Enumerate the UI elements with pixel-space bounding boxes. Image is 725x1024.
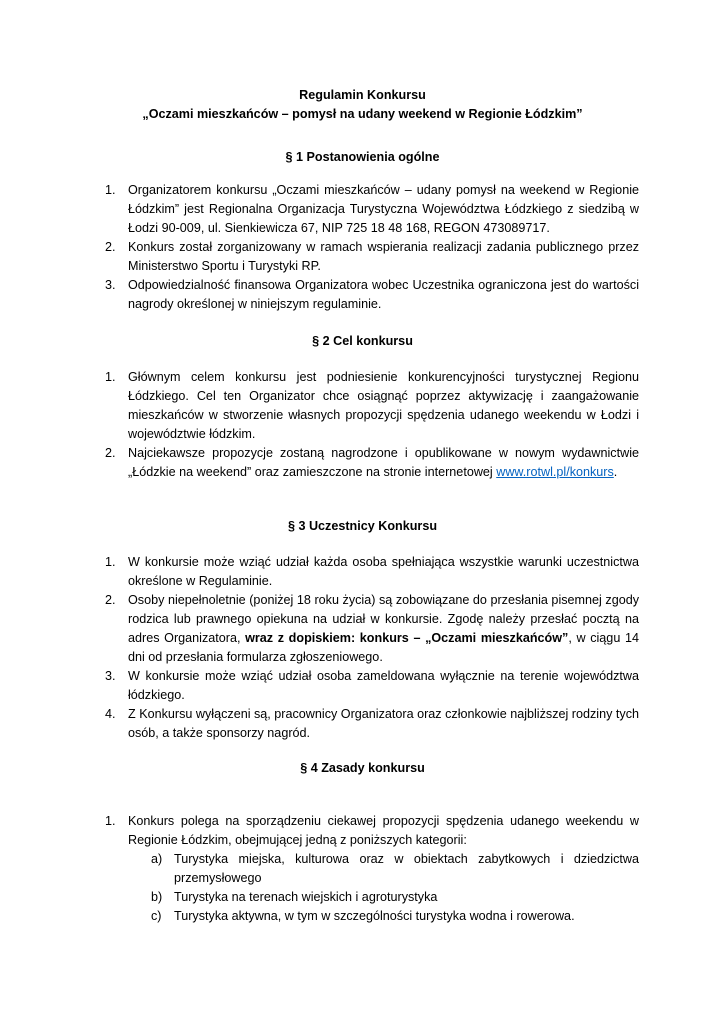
item-text: W konkursie może wziąć udział każda osoba spełniająca wszystkie warunki uczestnictwa określone w Regulaminie. xyxy=(128,555,639,588)
section-1-list xyxy=(105,181,639,314)
list-item xyxy=(105,812,639,926)
item-number: 2. xyxy=(105,240,116,254)
list-item xyxy=(105,444,639,482)
section-1-heading: § 1 Postanowienia ogólne xyxy=(285,150,440,164)
document-subtitle: „Oczami mieszkańców – pomysł na udany weekend w Regionie Łódzkim” xyxy=(142,107,583,121)
category-item xyxy=(151,907,639,926)
category-letter: c) xyxy=(151,909,162,923)
list-item xyxy=(105,667,639,705)
item-text-end: . xyxy=(613,465,618,479)
item-text: Konkurs został zorganizowany w ramach wspierania realizacji zadania publicznego przez Ministerstwo Sportu i Turystyki RP. xyxy=(128,240,639,273)
category-letter: a) xyxy=(151,852,163,866)
item-number: 2. xyxy=(105,593,116,607)
item-number: 3. xyxy=(105,669,116,683)
category-text: Turystyka aktywna, w tym w szczególności turystyka wodna i rowerowa. xyxy=(174,909,575,923)
category-text: Turystyka na terenach wiejskich i agroturystyka xyxy=(174,890,438,904)
section-2-heading: § 2 Cel konkursu xyxy=(312,334,413,348)
item-number: 4. xyxy=(105,707,116,721)
list-item xyxy=(105,591,639,667)
list-item xyxy=(105,276,639,314)
item-text: Organizatorem konkursu „Oczami mieszkańców – udany pomysł na weekend w Regionie Łódzkim” jest Regionalna Organizacja Turystyczna Województwa Łódzkiego z siedzibą w Łodzi 90-009, ul. Sienkiewicza 67, NIP 725 18 48 168, REGON 473089717. xyxy=(128,183,639,235)
list-item xyxy=(105,238,639,276)
item-text-end: , w ciągu 14 dni od przesłania formularza zgłoszeniowego. xyxy=(128,631,639,664)
item-text: Odpowiedzialność finansowa Organizatora wobec Uczestnika ograniczona jest do wartości nagrody określonej w niniejszym regulaminie. xyxy=(128,278,639,311)
item-number: 1. xyxy=(105,814,116,828)
list-item xyxy=(105,368,639,444)
category-item xyxy=(151,850,639,888)
list-item xyxy=(105,181,639,238)
section-4-list xyxy=(105,812,639,926)
section-4-heading: § 4 Zasady konkursu xyxy=(300,761,425,775)
item-text: Głównym celem konkursu jest podniesienie konkurencyjności turystycznej Regionu Łódzkiego. Cel ten Organizator chce osiągnąć poprzez aktywizację i zaangażowanie mieszkańców w stworzenie własnych propozycji spędzenia udanego weekendu w Łodzi i województwie łódzkim. xyxy=(128,370,639,441)
list-item xyxy=(105,553,639,591)
item-number: 3. xyxy=(105,278,116,292)
item-text: Najciekawsze propozycje zostaną nagrodzone i opublikowane w nowym wydawnictwie „Łódzkie na weekend” oraz zamieszczone na stronie internetowej xyxy=(128,446,639,479)
document-title: Regulamin Konkursu xyxy=(299,88,426,102)
list-item xyxy=(105,705,639,743)
item-number: 1. xyxy=(105,555,116,569)
item-text: W konkursie może wziąć udział osoba zameldowana wyłącznie na terenie województwa łódzkiego. xyxy=(128,669,639,702)
category-list xyxy=(128,850,639,926)
category-item xyxy=(151,888,639,907)
item-text: Konkurs polega na sporządzeniu ciekawej propozycji spędzenia udanego weekendu w Regionie Łódzkim, obejmującej jedną z poniższych kategorii: xyxy=(128,814,639,847)
item-text: Osoby niepełnoletnie (poniżej 18 roku życia) są zobowiązane do przesłania pisemnej zgody rodzica lub prawnego opiekuna na udział w konkursie. Zgodę należy przesłać pocztą na adres Organizatora, xyxy=(128,593,639,645)
item-number: 1. xyxy=(105,183,116,197)
section-3-heading: § 3 Uczestnicy Konkursu xyxy=(287,519,438,533)
category-text: Turystyka miejska, kulturowa oraz w obiektach zabytkowych i dziedzictwa przemysłowego xyxy=(174,852,639,885)
item-number: 1. xyxy=(105,370,116,384)
category-letter: b) xyxy=(151,890,163,904)
item-number: 2. xyxy=(105,446,116,460)
section-3-list xyxy=(105,553,639,743)
item-text-bold: wraz z dopiskiem: konkurs – „Oczami mieszkańców” xyxy=(245,631,569,645)
section-2-list xyxy=(105,368,639,482)
item-text: Z Konkursu wyłączeni są, pracownicy Organizatora oraz członkowie najbliższej rodziny tych osób, a także sponsorzy nagród. xyxy=(128,707,639,740)
konkurs-link[interactable]: www.rotwl.pl/konkurs xyxy=(496,465,614,479)
